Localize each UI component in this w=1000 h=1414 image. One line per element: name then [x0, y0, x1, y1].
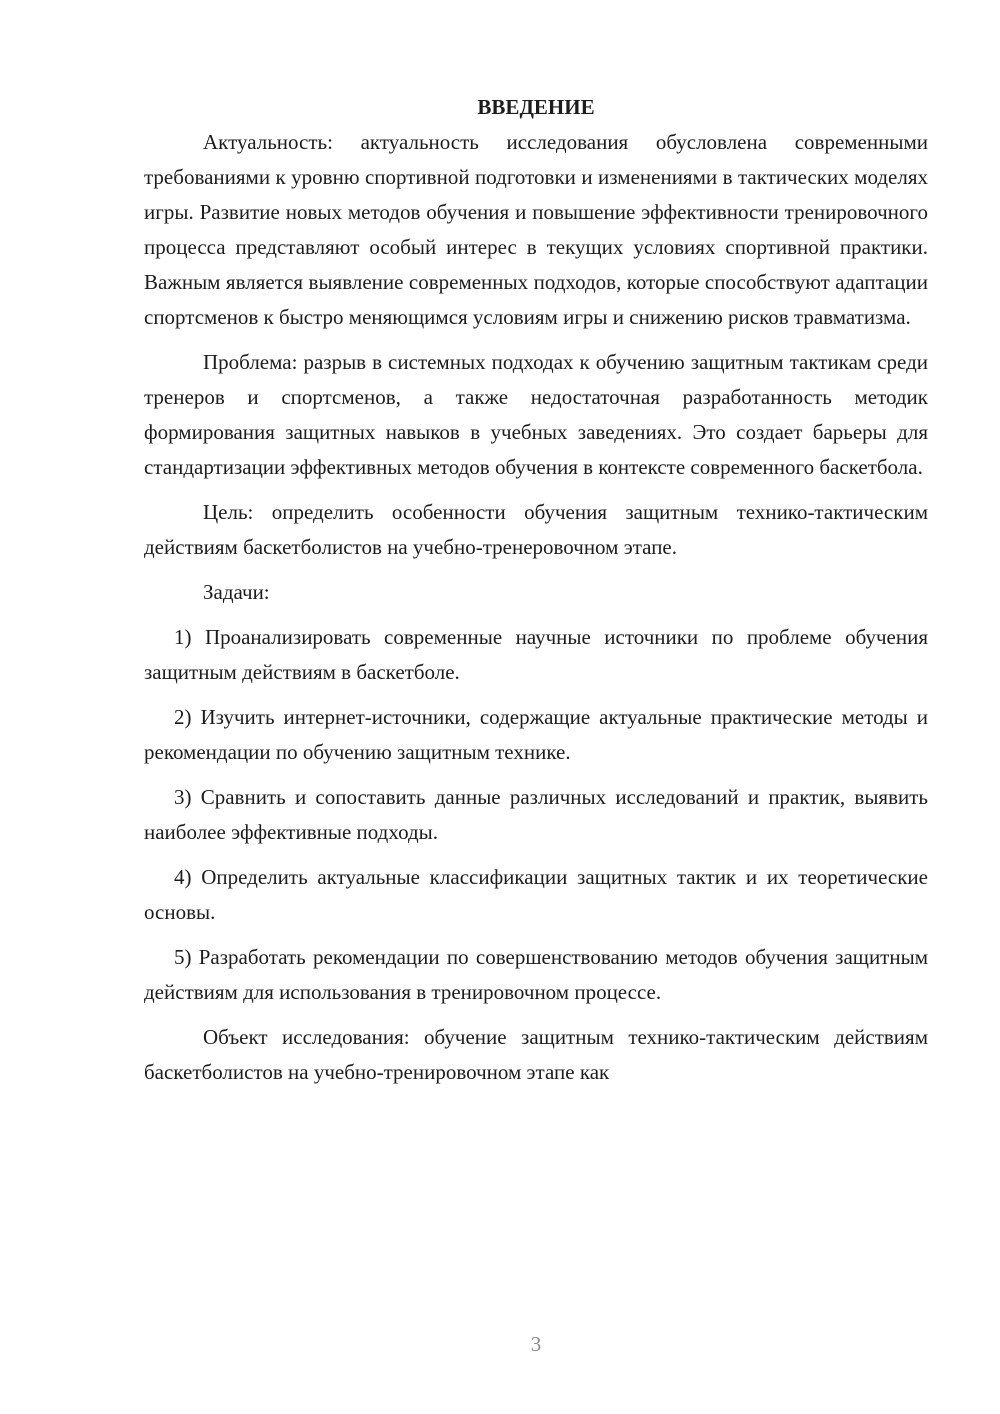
- relevance-paragraph: Актуальность: актуальность исследования обусловлена современными требованиями к уровню спортивной подготовки и изменениями в тактических моделях игры. Развитие новых методов обучения и повышение эффективности тренировочного процесса представляют особый интерес в текущих условиях спортивной практики. Важным является выявление современных подходов, которые способствуют адаптации спортсменов к быстро меняющимся условиям игры и снижению рисков травматизма.: [144, 130, 928, 329]
- task-item-5: 5) Разработать рекомендации по совершенствованию методов обучения защитным действиям для использования в тренировочном процессе.: [144, 945, 928, 1004]
- task-item-3: 3) Сравнить и сопоставить данные различных исследований и практик, выявить наиболее эффективные подходы.: [144, 785, 928, 844]
- object-paragraph: Объект исследования: обучение защитным технико-тактическим действиям баскетболистов на учебно-тренировочном этапе как: [144, 1025, 928, 1084]
- tasks-heading: Задачи:: [203, 580, 270, 604]
- problem-paragraph: Проблема: разрыв в системных подходах к обучению защитным тактикам среди тренеров и спортсменов, а также недостаточная разработанность методик формирования защитных навыков в учебных заведениях. Это создает барьеры для стандартизации эффективных методов обучения в контексте современного баскетбола.: [144, 350, 928, 479]
- page-number: 3: [530, 1332, 542, 1356]
- goal-paragraph: Цель: определить особенности обучения защитным технико-тактическим действиям баскетболистов на учебно-тренеровочном этапе.: [144, 500, 928, 559]
- task-item-4: 4) Определить актуальные классификации защитных тактик и их теоретические основы.: [144, 865, 928, 924]
- task-item-1: 1) Проанализировать современные научные источники по проблеме обучения защитным действиям в баскетболе.: [144, 625, 928, 684]
- section-title: ВВЕДЕНИЕ: [477, 95, 595, 119]
- page-content: [144, 90, 928, 1090]
- task-item-2: 2) Изучить интернет-источники, содержащие актуальные практические методы и рекомендации по обучению защитным технике.: [144, 705, 928, 764]
